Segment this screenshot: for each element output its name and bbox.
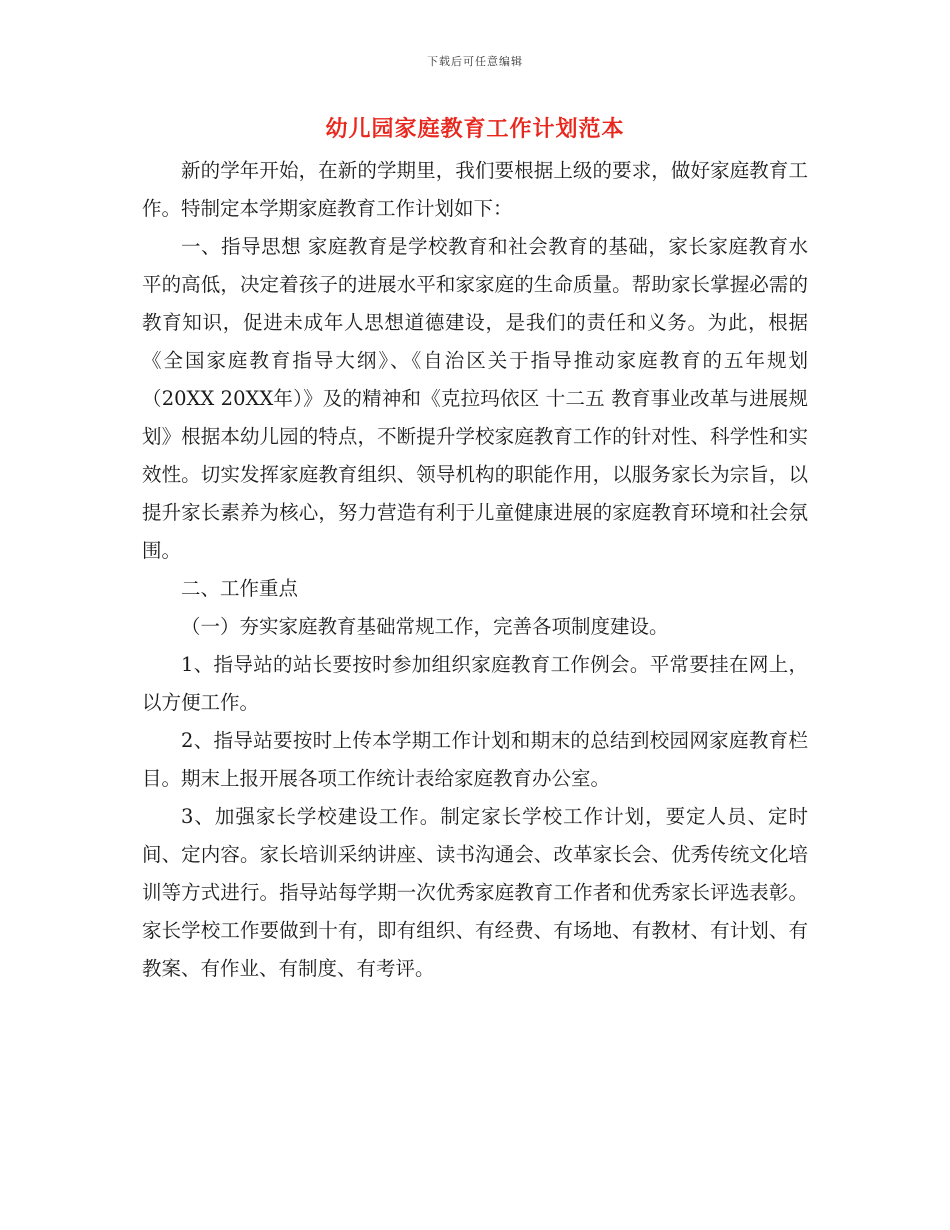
- document-title: 幼儿园家庭教育工作计划范本: [325, 116, 625, 142]
- header-note: 下载后可任意编辑: [427, 55, 523, 68]
- paragraph-item-3: 3、加强家长学校建设工作。制定家长学校工作计划，要定人员、定时间、定内容。家长培训采纳讲座、读书沟通会、改革家长会、优秀传统文化培训等方式进行。指导站每学期一次优秀家庭教育工作者和优秀家长评选表彰。家长学校工作要做到十有，即有组织、有经费、有场地、有教材、有计划、有教案、有作业、有制度、有考评。: [142, 805, 808, 980]
- document-body: [142, 152, 808, 988]
- paragraph-item-1: 1、指导站的站长要按时参加组织家庭教育工作例会。平常要挂在网上，以方便工作。: [142, 653, 808, 714]
- paragraph-item-2: 2、指导站要按时上传本学期工作计划和期末的总结到校园网家庭教育栏目。期末上报开展各项工作统计表给家庭教育办公室。: [142, 729, 808, 790]
- paragraph-work-focus-heading: 二、工作重点: [181, 577, 299, 600]
- paragraph-guiding-thought: 一、指导思想 家庭教育是学校教育和社会教育的基础，家长家庭教育水平的高低，决定着孩子的进展水平和家家庭的生命质量。帮助家长掌握必需的教育知识，促进未成年人思想道德建设，是我们的责任和义务。为此，根据《全国家庭教育指导大纲》、《自治区关于指导推动家庭教育的五年规划（20XX 20XX年）》及的精神和《克拉玛依区 十二五 教育事业改革与进展规划》根据本幼儿园的特点，不断提升学校家庭教育工作的针对性、科学性和实效性。切实发挥家庭教育组织、领导机构的职能作用，以服务家长为宗旨，以提升家长素养为核心，努力营造有利于儿童健康进展的家庭教育环境和社会氛围。: [142, 235, 808, 562]
- paragraph-intro: 新的学年开始，在新的学期里，我们要根据上级的要求，做好家庭教育工作。特制定本学期家庭教育工作计划如下：: [142, 159, 808, 220]
- paragraph-section-one-heading: （一）夯实家庭教育基础常规工作，完善各项制度建设。: [181, 615, 669, 638]
